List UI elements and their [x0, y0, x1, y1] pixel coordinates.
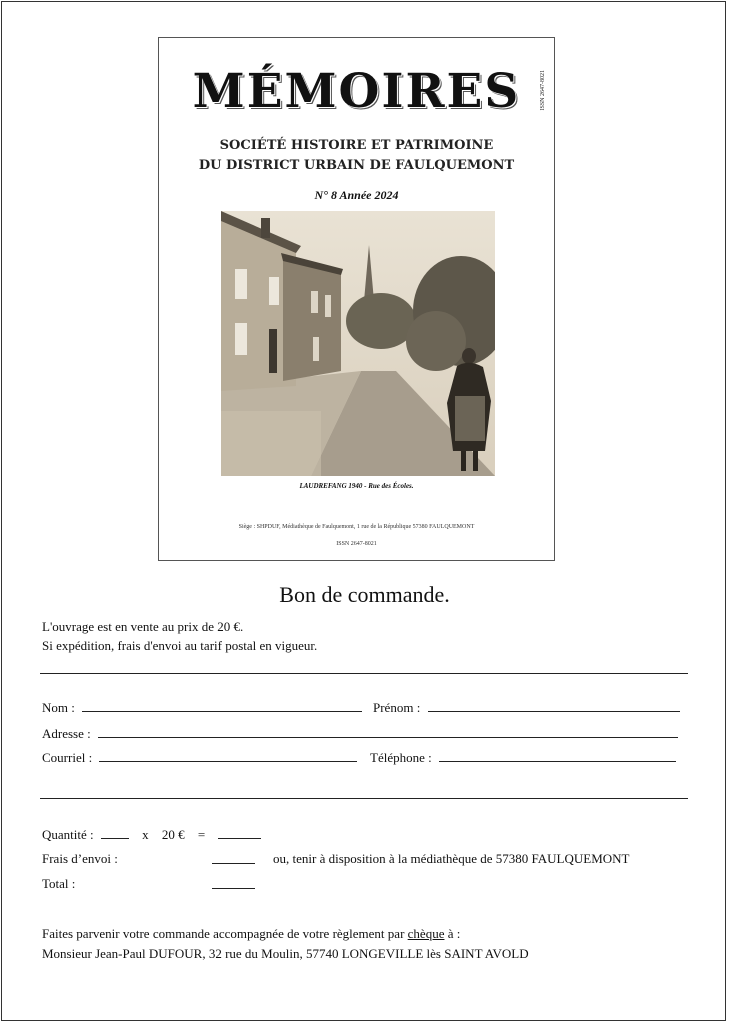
cover-siege: Siège : SHPDUF, Médiathèque de Faulquemont, 1 rue de la République 57380 FAULQUEMONT — [238, 524, 475, 530]
courriel-row — [42, 749, 357, 766]
quantite-row — [42, 826, 261, 843]
total-label-row — [42, 876, 75, 892]
nom-row — [42, 699, 362, 716]
adresse-field[interactable] — [98, 725, 678, 738]
divider-top — [40, 673, 688, 674]
divider-bottom — [40, 798, 688, 799]
society-line-2: DU DISTRICT URBAIN DE FAULQUEMONT — [198, 158, 515, 173]
intro-price: L'ouvrage est en vente au prix de 20 €. — [42, 619, 244, 634]
cover-issn-side: ISSN 2647-8021 — [540, 70, 546, 111]
cheque-word: chèque — [407, 926, 445, 941]
prenom-row — [373, 699, 680, 716]
subtotal-field[interactable] — [218, 826, 261, 839]
adresse-row — [42, 725, 678, 742]
adresse-label: Adresse : — [42, 726, 91, 741]
send-line-1 — [42, 924, 529, 944]
cover-issn-bottom: ISSN 2647-8021 — [336, 541, 377, 547]
frais-label: Frais d’envoi : — [42, 851, 118, 866]
form-title: Bon de commande. — [279, 582, 450, 607]
cover-issue: N° 8 Année 2024 — [314, 188, 399, 202]
pickup-text: ou, tenir à disposition à la médiathèque de 57380 FAULQUEMONT — [273, 851, 630, 866]
frais-label-row — [42, 851, 118, 867]
multiply-sign: x — [142, 827, 149, 842]
prenom-label: Prénom : — [373, 700, 421, 715]
courriel-label: Courriel : — [42, 750, 93, 765]
nom-label: Nom : — [42, 700, 75, 715]
prenom-field[interactable] — [428, 699, 680, 712]
cover-title: MÉMOIRES — [192, 64, 521, 119]
equals-sign: = — [197, 827, 206, 842]
cover-photo — [221, 211, 495, 476]
total-label: Total : — [42, 876, 76, 891]
courriel-field[interactable] — [99, 749, 357, 762]
send-line-2: Monsieur Jean-Paul DUFOUR, 32 rue du Moulin, 57740 LONGEVILLE lès SAINT AVOLD — [42, 946, 529, 961]
nom-field[interactable] — [82, 699, 362, 712]
send-line-1-end: à : — [444, 926, 461, 941]
unit-price: 20 € — [161, 827, 185, 842]
total-field[interactable] — [212, 876, 255, 889]
frais-field[interactable] — [212, 851, 255, 864]
society-line-1: SOCIÉTÉ HISTOIRE ET PATRIMOINE — [219, 138, 494, 153]
telephone-label: Téléphone : — [370, 750, 432, 765]
intro-shipping: Si expédition, frais d'envoi au tarif postal en vigueur. — [42, 638, 318, 653]
form-intro — [42, 617, 317, 655]
magazine-cover — [158, 37, 555, 561]
telephone-row — [370, 749, 676, 766]
cover-society — [159, 136, 554, 176]
street-photo-illustration — [221, 211, 495, 476]
quantite-field[interactable] — [101, 826, 129, 839]
telephone-field[interactable] — [439, 749, 676, 762]
send-line-1-text: Faites parvenir votre commande accompagnée de votre règlement par — [42, 926, 408, 941]
quantite-label: Quantité : — [42, 827, 94, 842]
cover-caption: LAUDREFANG 1940 - Rue des Écoles. — [299, 482, 414, 490]
send-instructions — [42, 924, 529, 964]
